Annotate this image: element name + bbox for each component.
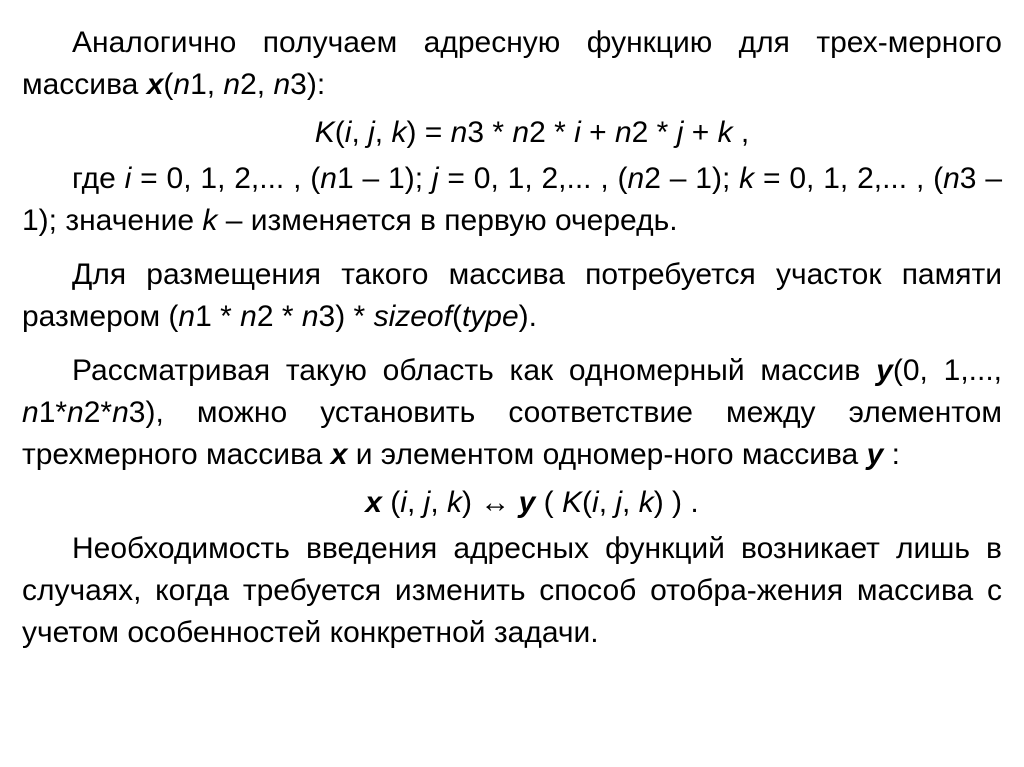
- var-n: n: [627, 162, 645, 195]
- var-n: n: [173, 68, 191, 101]
- text: ) ) .: [653, 486, 699, 519]
- text: 3) *: [318, 300, 374, 333]
- text: ,: [598, 486, 616, 519]
- text: 1*: [38, 396, 68, 429]
- text: 2 – 1);: [644, 162, 740, 195]
- text: ,: [406, 486, 424, 519]
- sizeof-keyword: sizeof: [373, 300, 452, 333]
- var-n: n: [301, 300, 319, 333]
- var-n: n: [240, 300, 257, 333]
- text: 1 *: [195, 300, 241, 333]
- text: и элементом одномер-ного массива: [347, 438, 867, 471]
- text: ) ↔: [461, 486, 519, 519]
- text: +: [683, 116, 718, 149]
- var-i: i: [124, 162, 132, 195]
- paragraph-memory-size: [22, 254, 1002, 338]
- var-x: x: [330, 438, 348, 471]
- var-i: i: [574, 116, 581, 149]
- text: ,: [622, 486, 639, 519]
- text: 1,: [190, 68, 224, 101]
- text: +: [580, 116, 615, 149]
- type-keyword: type: [461, 300, 519, 333]
- var-i: i: [344, 116, 352, 149]
- text: ,: [732, 116, 750, 149]
- paragraph-address-function-3d: [22, 22, 1002, 106]
- var-x: x: [146, 68, 164, 101]
- text: ) =: [406, 116, 451, 149]
- var-j: j: [423, 486, 431, 519]
- text: 3), можно установить соответствие между элементом трехмерного массива: [22, 396, 1002, 471]
- var-k: k: [638, 486, 654, 519]
- var-j: j: [676, 116, 684, 149]
- var-k: k: [446, 486, 462, 519]
- text: = 0, 1, 2,... , (: [438, 162, 628, 195]
- var-j: j: [431, 162, 439, 195]
- var-n: n: [178, 300, 196, 333]
- text: ,: [374, 116, 392, 149]
- var-y: y: [866, 438, 884, 471]
- var-n: n: [450, 116, 468, 149]
- var-k: k: [202, 204, 218, 237]
- text: = 0, 1, 2,... , (: [131, 162, 321, 195]
- text: – изменяется в первую очередь.: [217, 204, 678, 237]
- text: (0, 1,...,: [892, 354, 1002, 387]
- text: 3 – 1); значение: [22, 162, 1003, 237]
- var-j: j: [368, 116, 375, 149]
- var-x: x: [365, 486, 382, 519]
- var-y: y: [518, 486, 536, 519]
- var-i: i: [400, 486, 407, 519]
- var-n: n: [273, 68, 291, 101]
- text: ,: [351, 116, 369, 149]
- text: = 0, 1, 2,... , (: [754, 162, 944, 195]
- text: (: [535, 486, 563, 519]
- text: Рассматривая такую область как одномерный массив: [72, 354, 877, 387]
- var-i: i: [592, 486, 599, 519]
- text: (: [381, 486, 401, 519]
- text: 1 – 1);: [336, 162, 432, 195]
- text: 3):: [290, 68, 326, 101]
- var-n: n: [223, 68, 241, 101]
- var-K: K: [314, 116, 335, 149]
- text: 3 *: [467, 116, 513, 149]
- paragraph-conclusion: [22, 528, 1002, 654]
- var-n: n: [320, 162, 337, 195]
- text: ).: [518, 300, 537, 333]
- var-k: k: [717, 116, 733, 149]
- var-k: k: [391, 116, 407, 149]
- text: Необходимость введения адресных функций возникает лишь в случаях, когда требуется изменить способ отобра-жения массива с учетом особенностей конкретной задачи.: [22, 532, 1002, 649]
- var-y: y: [876, 354, 893, 387]
- text: 2 *: [256, 300, 302, 333]
- var-n: n: [943, 162, 960, 195]
- text: где: [72, 162, 125, 195]
- text: Аналогично получаем адресную функцию для трех-мерного массива: [22, 26, 1002, 101]
- var-n: n: [112, 396, 129, 429]
- text: Для размещения такого массива потребуется участок памяти размером (: [22, 258, 1002, 333]
- var-n: n: [614, 116, 632, 149]
- text: (: [582, 486, 593, 519]
- formula-correspondence: [22, 482, 1002, 524]
- var-n: n: [67, 396, 84, 429]
- text: ,: [430, 486, 447, 519]
- var-k: k: [739, 162, 755, 195]
- text: (: [163, 68, 174, 101]
- slide-content: [22, 22, 1002, 654]
- var-n: n: [512, 116, 530, 149]
- paragraph-index-ranges: [22, 158, 1002, 242]
- paragraph-one-dimensional-mapping: [22, 350, 1002, 476]
- formula-address-function: [22, 112, 1002, 154]
- text: (: [451, 300, 462, 333]
- var-K: K: [562, 486, 583, 519]
- var-n: n: [22, 396, 39, 429]
- text: 2 *: [529, 116, 575, 149]
- var-j: j: [615, 486, 623, 519]
- text: 2 *: [631, 116, 677, 149]
- text: 2,: [240, 68, 274, 101]
- text: (: [334, 116, 345, 149]
- text: :: [883, 438, 900, 471]
- text: 2*: [83, 396, 113, 429]
